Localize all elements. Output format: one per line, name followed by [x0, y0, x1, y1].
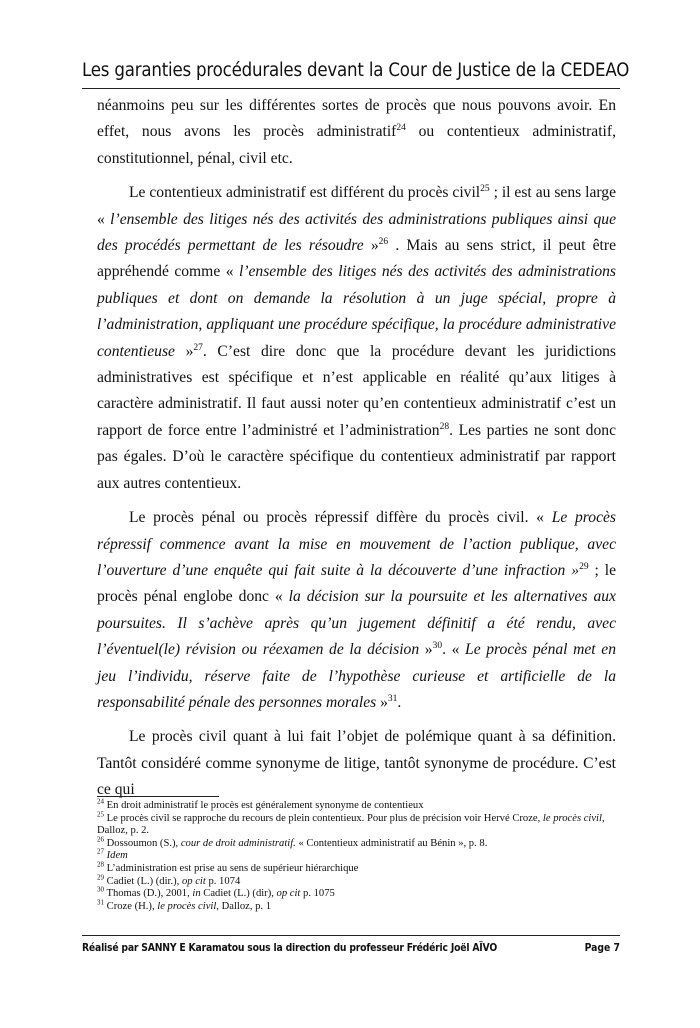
footnote-text: p. 1075 [300, 888, 335, 900]
page-number: Page 7 [584, 942, 620, 954]
footnote-text: Thomas (D.), 2001, [106, 888, 193, 900]
footnote-number: 27 [97, 847, 104, 856]
text-run: Le contentieux administratif est différent du procès civil [129, 184, 481, 202]
quote-italic: Le procès répressif commence avant la mise en mouvement de l’action publique, avec l’ouverture d’une enquête qui fait suite à la découverte d’une infraction » [97, 509, 616, 579]
footnote-text: En droit administratif le procès est généralement synonyme de contentieux [106, 800, 424, 811]
footnote-number: 31 [97, 898, 104, 907]
footnote-text: p. 1074 [205, 875, 241, 887]
text-run: . [397, 693, 402, 711]
footnote-text: « Contentieux administratif au Bénin », p. 8. [295, 837, 488, 849]
footnote-25 [97, 810, 616, 838]
text-run: . « [442, 641, 466, 659]
main-text [97, 93, 616, 804]
footnote-number: 26 [97, 835, 104, 844]
footnote-30 [97, 885, 616, 901]
quote-italic: la décision sur la poursuite et les alternatives aux poursuites. Il s’achève après qu’un jugement définitif a été rendu, avec l’éventuel(le) révision ou réexamen de la décision [97, 588, 616, 659]
footnote-ref-26[interactable]: 26 [378, 236, 389, 247]
footnote-number: 30 [97, 885, 104, 894]
text-run: ; le procès pénal englobe donc « [97, 561, 617, 606]
footnote-29 [97, 873, 616, 889]
quote-italic: Le procès pénal met en jeu l’individu, réserve faite de l’hypothèse curieuse et artificielle de la responsabilité pénale des personnes morales [97, 641, 616, 711]
footnote-text: Dossoumon (S.), [106, 837, 181, 849]
footer-author: Réalisé par SANNY E Karamatou sous la direction du professeur Frédéric Joël AÏVO [82, 942, 498, 954]
footnote-number: 29 [97, 873, 104, 882]
footnote-31 [97, 898, 616, 914]
footnote-ref-28[interactable]: 28 [439, 421, 450, 432]
text-run: ou contentieux administratif, constitutionnel, pénal, civil etc. [97, 123, 616, 167]
text-run: néanmoins peu sur les différentes sortes de procès que nous pouvons avoir. En effet, nous avons les procès administratif [97, 97, 616, 141]
footnote-number: 25 [97, 810, 104, 819]
footnote-26 [97, 835, 616, 851]
paragraph-3 [97, 505, 616, 716]
quote-italic: l’ensemble des litiges nés des activités des administrations publiques ainsi que des procédés permettant de les résoudre [97, 210, 616, 255]
footnote-separator [97, 796, 219, 797]
footnote-text: Croze (H.), [106, 900, 158, 912]
footnote-italic: op cit [181, 875, 206, 887]
footnote-italic: in [192, 888, 201, 900]
text-run: » [363, 237, 379, 255]
text-run: » [419, 641, 433, 659]
footnote-text: L’administration est prise au sens de supérieur hiérarchique [106, 862, 359, 874]
text-run: Le procès pénal ou procès répressif diffère du procès civil. « [129, 509, 552, 527]
text-run: » [376, 693, 388, 711]
footnote-text: Dalloz, p. 2. [97, 825, 150, 837]
footnote-27 [97, 847, 616, 863]
text-run: . Les parties ne sont donc pas égales. D’où le caractère spécifique du contentieux administratif par rapport aux autres contentieux. [97, 421, 616, 492]
footnote-ref-30[interactable]: 30 [432, 640, 443, 651]
footnote-text: Cadiet (L.) (dir.), [106, 875, 182, 887]
footnote-number: 24 [97, 797, 104, 806]
footnote-ref-29[interactable]: 29 [579, 561, 589, 572]
footnote-italic: op cit [276, 888, 301, 900]
footnote-italic: cour de droit administratif. [180, 837, 296, 849]
footnote-italic: le procès civil, [542, 812, 605, 824]
paragraph-4: Le procès civil quant à lui fait l’objet de polémique quant à sa définition. Tantôt considéré comme synonyme de litige, tantôt synonyme de procédure. C’est ce qui [97, 728, 616, 799]
footnote-ref-25[interactable]: 25 [480, 184, 490, 195]
page-header-title: Les garanties procédurales devant la Cour de Justice de la CEDEAO [82, 60, 630, 81]
text-run: . C’est dire donc que la procédure devant les juridictions administratives est spécifique et n’est applicable en réalité qu’aux litiges à caractère administratif. Il faut aussi noter qu’en contentieux administratif c’est un rapport de force entre l’administré et l’administration [97, 342, 616, 439]
footnote-ref-27[interactable]: 27 [193, 342, 203, 353]
footnote-italic: le procès civil [157, 900, 217, 912]
footnote-text: Cadiet (L.) (dir), [200, 888, 277, 900]
footnote-ref-31[interactable]: 31 [387, 693, 398, 704]
footnote-text: Le procès civil se rapproche du recours de plein contentieux. Pour plus de précision voir Hervé Croze, [106, 812, 543, 824]
paragraph-2 [97, 180, 616, 497]
footnotes [97, 797, 616, 913]
footnote-24 [97, 797, 616, 813]
footnote-italic: Idem [106, 850, 128, 862]
footnote-ref-24[interactable]: 24 [396, 123, 406, 134]
footnote-28 [97, 860, 616, 876]
paragraph-1 [97, 93, 616, 172]
header-divider [82, 88, 620, 89]
text-run: » [174, 342, 194, 360]
quote-italic: l’ensemble des litiges nés des activités des administrations publiques et dont on demande la résolution à un juge spécial, propre à l’administration, appliquant une procédure spécifique, la procédure administrative contentieuse [97, 263, 616, 360]
text-run: . Mais au sens strict, il peut être appréhendé comme « [97, 237, 616, 281]
footnote-number: 28 [97, 860, 104, 869]
footer-divider [82, 935, 620, 936]
footnote-text: , Dalloz, p. 1 [216, 900, 272, 912]
text-run: ; il est au sens large « [97, 184, 617, 228]
